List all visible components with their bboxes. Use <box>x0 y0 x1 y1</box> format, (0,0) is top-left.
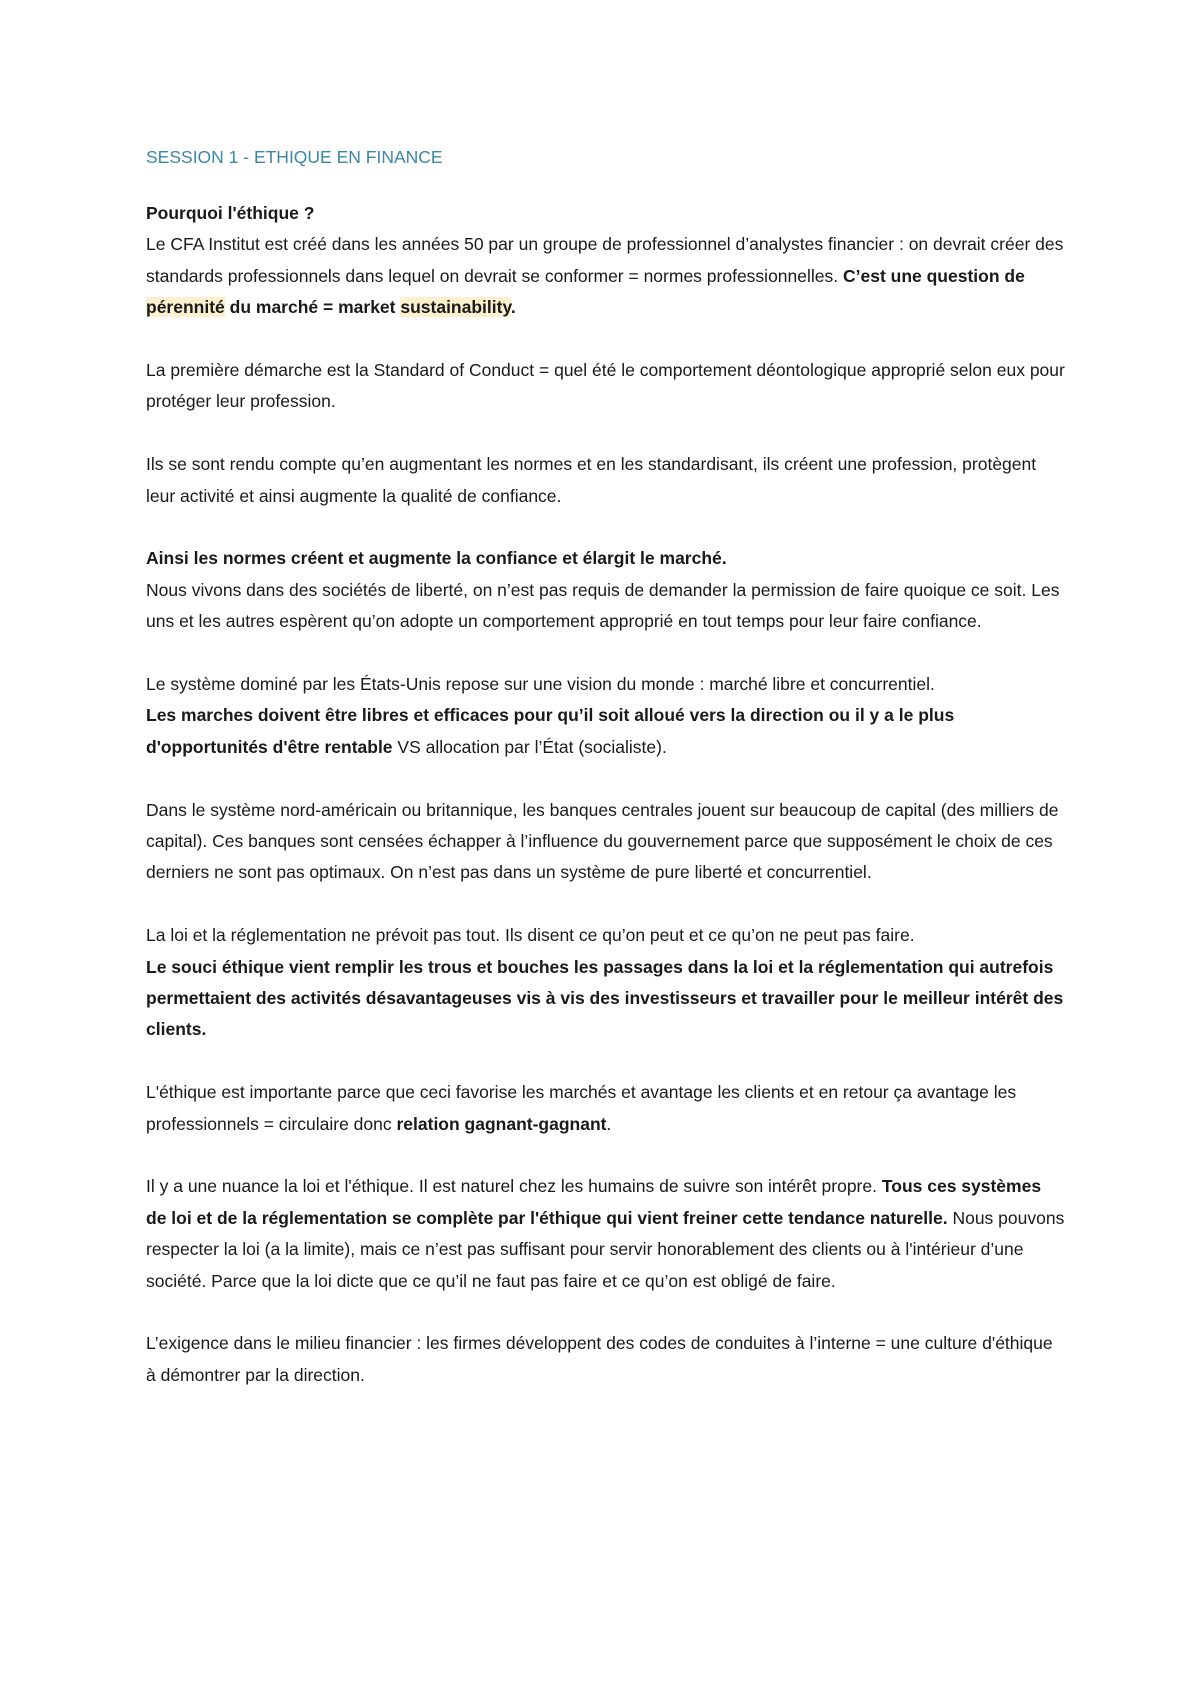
paragraph-win-win <box>146 1077 1066 1140</box>
paragraph-text: Le CFA Institut est créé dans les années 50 par un groupe de professionnel d’analystes financier : on devrait créer des standards professionnels dans lequel on devrait se conformer = normes professionnelles. <box>146 234 1064 286</box>
document-page <box>146 146 1066 1391</box>
paragraph-financial-requirement: L’exigence dans le milieu financier : les firmes développent des codes de conduites à l’interne = une culture d'éthique à démontrer par la direction. <box>146 1333 1053 1385</box>
paragraph-norms-profession: Ils se sont rendu compte qu’en augmentant les normes et en les standardisant, ils créent une profession, protègent leur activité et ainsi augmente la qualité de confiance. <box>146 454 1037 506</box>
paragraph-text: Nous pouvons respecter la loi (a la limite), mais ce n’est pas suffisant pour servir honorablement des clients ou à l'intérieur d’une société. Parce que la loi dicte que ce qu’il ne faut pas faire et ce qu’on est obligé de faire. <box>146 1207 1065 1291</box>
paragraph-text: L'éthique est importante parce que ceci favorise les marchés et avantage les clients et en retour ça avantage les professionnels = circulaire donc <box>146 1082 1017 1134</box>
paragraph-why-ethics <box>146 198 1066 324</box>
bold-text: Le souci éthique vient remplir les trous et bouches les passages dans la loi et la réglementation qui autrefois permettaient des activités désavantageuses vis à vis des investisseurs et travailler pour le meilleur intérêt des clients. <box>146 956 1064 1040</box>
paragraph-text: VS allocation par l’État (socialiste). <box>392 736 667 757</box>
paragraph-text: Nous vivons dans des sociétés de liberté, on n’est pas requis de demander la permission de faire quoique ce soit. Les uns et les autres espèrent qu’on adopte un comportement approprié en tout temps pour leur faire confiance. <box>146 579 1060 632</box>
bold-text: Tous ces systèmes de loi et de la réglementation se complète par l'éthique qui vient freiner cette tendance naturelle. <box>146 1176 1042 1228</box>
paragraph-law-vs-ethics <box>146 1171 1066 1297</box>
bold-text: relation gagnant-gagnant <box>396 1113 607 1134</box>
paragraph-law-regulation <box>146 920 1066 1046</box>
bold-fragment: du marché = market <box>224 297 401 318</box>
paragraph-text: . <box>606 1113 612 1134</box>
bold-fragment: C’est une question de <box>842 265 1025 286</box>
highlight-sustainability: sustainability <box>400 297 511 318</box>
section-heading: Pourquoi l'éthique ? <box>146 203 315 223</box>
paragraph-standard-of-conduct: La première démarche est la Standard of Conduct = quel été le comportement déontologique approprié selon eux pour protéger leur profession. <box>146 360 1065 412</box>
paragraph-confidence <box>146 543 1066 637</box>
bold-fragment: . <box>510 297 516 318</box>
paragraph-text: Le système dominé par les États-Unis repose sur une vision du monde : marché libre et concurrentiel. <box>146 674 935 695</box>
document-title: SESSION 1 - ETHIQUE EN FINANCE <box>146 147 443 167</box>
highlight-perennite: pérennité <box>146 297 225 318</box>
bold-text: Les marches doivent être libres et efficaces pour qu’il soit alloué vers la direction ou il y a le plus d'opportunités d'être rentable <box>146 705 955 757</box>
paragraph-text: Il y a une nuance la loi et l'éthique. Il est naturel chez les humains de suivre son intérêt propre. <box>146 1176 882 1197</box>
paragraph-central-banks: Dans le système nord-américain ou britannique, les banques centrales jouent sur beaucoup de capital (des milliers de capital). Ces banques sont censées échapper à l’influence du gouvernement parce que supposément le choix de ces derniers ne sont pas optimaux. On n’est pas dans un système de pure liberté et concurrentiel. <box>146 799 1059 883</box>
paragraph-text: La loi et la réglementation ne prévoit pas tout. Ils disent ce qu’on peut et ce qu’on ne peut pas faire. <box>146 925 915 946</box>
bold-text: Ainsi les normes créent et augmente la confiance et élargit le marché. <box>146 548 727 569</box>
paragraph-free-market <box>146 669 1066 763</box>
